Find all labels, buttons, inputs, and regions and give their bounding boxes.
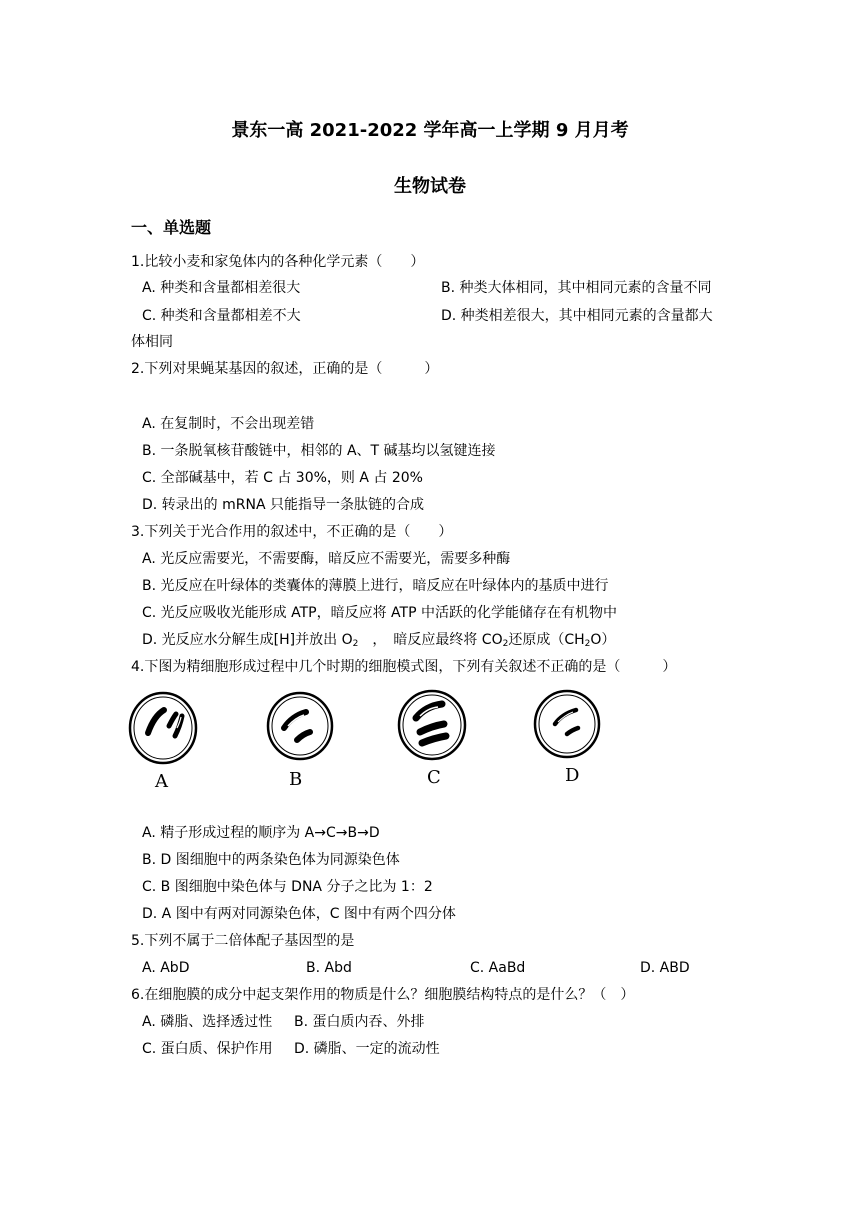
question-2-option-b: B. 一条脱氧核苷酸链中，相邻的 A、T 碱基均以氢键连接 (142, 443, 496, 459)
question-5-option-b: B. Abd (306, 960, 352, 976)
question-6-option-a: A. 磷脂、选择透过性 (142, 1014, 273, 1030)
question-4-option-a: A. 精子形成过程的顺序为 A→C→B→D (142, 825, 380, 841)
question-4-option-b: B. D 图细胞中的两条染色体为同源染色体 (142, 852, 400, 868)
question-3-option-a: A. 光反应需要光，不需要酶，暗反应不需要光，需要多种酶 (142, 551, 511, 567)
question-1-option-a: A. 种类和含量都相差很大 (142, 280, 301, 296)
question-5-stem: 5.下列不属于二倍体配子基因型的是 (131, 933, 355, 949)
question-4-stem: 4.下图为精细胞形成过程中几个时期的细胞模式图，下列有关叙述不正确的是（ ） (131, 659, 677, 675)
question-1-stem: 1.比较小麦和家兔体内的各种化学元素（ ） (131, 254, 425, 270)
question-2-option-c: C. 全部碱基中，若 C 占 30%，则 A 占 20% (142, 470, 423, 486)
question-3-option-c: C. 光反应吸收光能形成 ATP，暗反应将 ATP 中活跃的化学能储存在有机物中 (142, 605, 617, 621)
exam-subtitle: 生物试卷 (394, 176, 466, 197)
question-1-option-d-wrap: 体相同 (131, 334, 173, 350)
exam-title: 景东一高 2021-2022 学年高一上学期 9 月月考 (231, 120, 629, 141)
question-4-option-d: D. A 图中有两对同源染色体，C 图中有两个四分体 (142, 906, 456, 922)
cell-b (268, 693, 332, 759)
cell-figure (120, 688, 620, 792)
question-1-option-d: D. 种类相差很大，其中相同元素的含量都大 (441, 308, 713, 324)
cell-figure-svg (120, 688, 620, 792)
section-heading: 一、单选题 (131, 218, 212, 237)
cell-label-b: B (289, 769, 303, 790)
question-6-option-b: B. 蛋白质内吞、外排 (294, 1014, 425, 1030)
cell-label-d: D (565, 765, 580, 786)
question-3-option-d: D. 光反应水分解生成[H]并放出 $O_2$ ， 暗反应最终将 $CO_2$还原成$(CH_2O)$ (142, 632, 616, 649)
question-6-stem: 6.在细胞膜的成分中起支架作用的物质是什么？细胞膜结构特点的是什么？（ ） (131, 987, 635, 1003)
cell-d (535, 691, 599, 757)
question-6-option-c: C. 蛋白质、保护作用 (142, 1041, 273, 1057)
question-3-stem: 3.下列关于光合作用的叙述中，不正确的是（ ） (131, 524, 453, 540)
cell-label-a: A (155, 771, 168, 792)
question-5-option-a: A. AbD (142, 960, 190, 976)
cell-label-c: C (427, 767, 441, 788)
question-2-option-d: D. 转录出的 mRNA 只能指导一条肽链的合成 (142, 497, 424, 513)
question-1-option-c: C. 种类和含量都相差不大 (142, 308, 301, 324)
question-3-option-b: B. 光反应在叶绿体的类囊体的薄膜上进行，暗反应在叶绿体内的基质中进行 (142, 578, 609, 594)
question-2-option-a: A. 在复制时，不会出现差错 (142, 416, 315, 432)
question-1-option-b: B. 种类大体相同，其中相同元素的含量不同 (441, 280, 712, 296)
cell-a (130, 693, 196, 763)
cell-c (399, 691, 465, 759)
question-5-option-c: C. AaBd (470, 960, 526, 976)
question-2-stem: 2.下列对果蝇某基因的叙述，正确的是（ ） (131, 361, 439, 377)
question-6-option-d: D. 磷脂、一定的流动性 (294, 1041, 440, 1057)
question-5-option-d: D. ABD (640, 960, 690, 976)
question-4-option-c: C. B 图细胞中染色体与 DNA 分子之比为 1：2 (142, 879, 433, 895)
